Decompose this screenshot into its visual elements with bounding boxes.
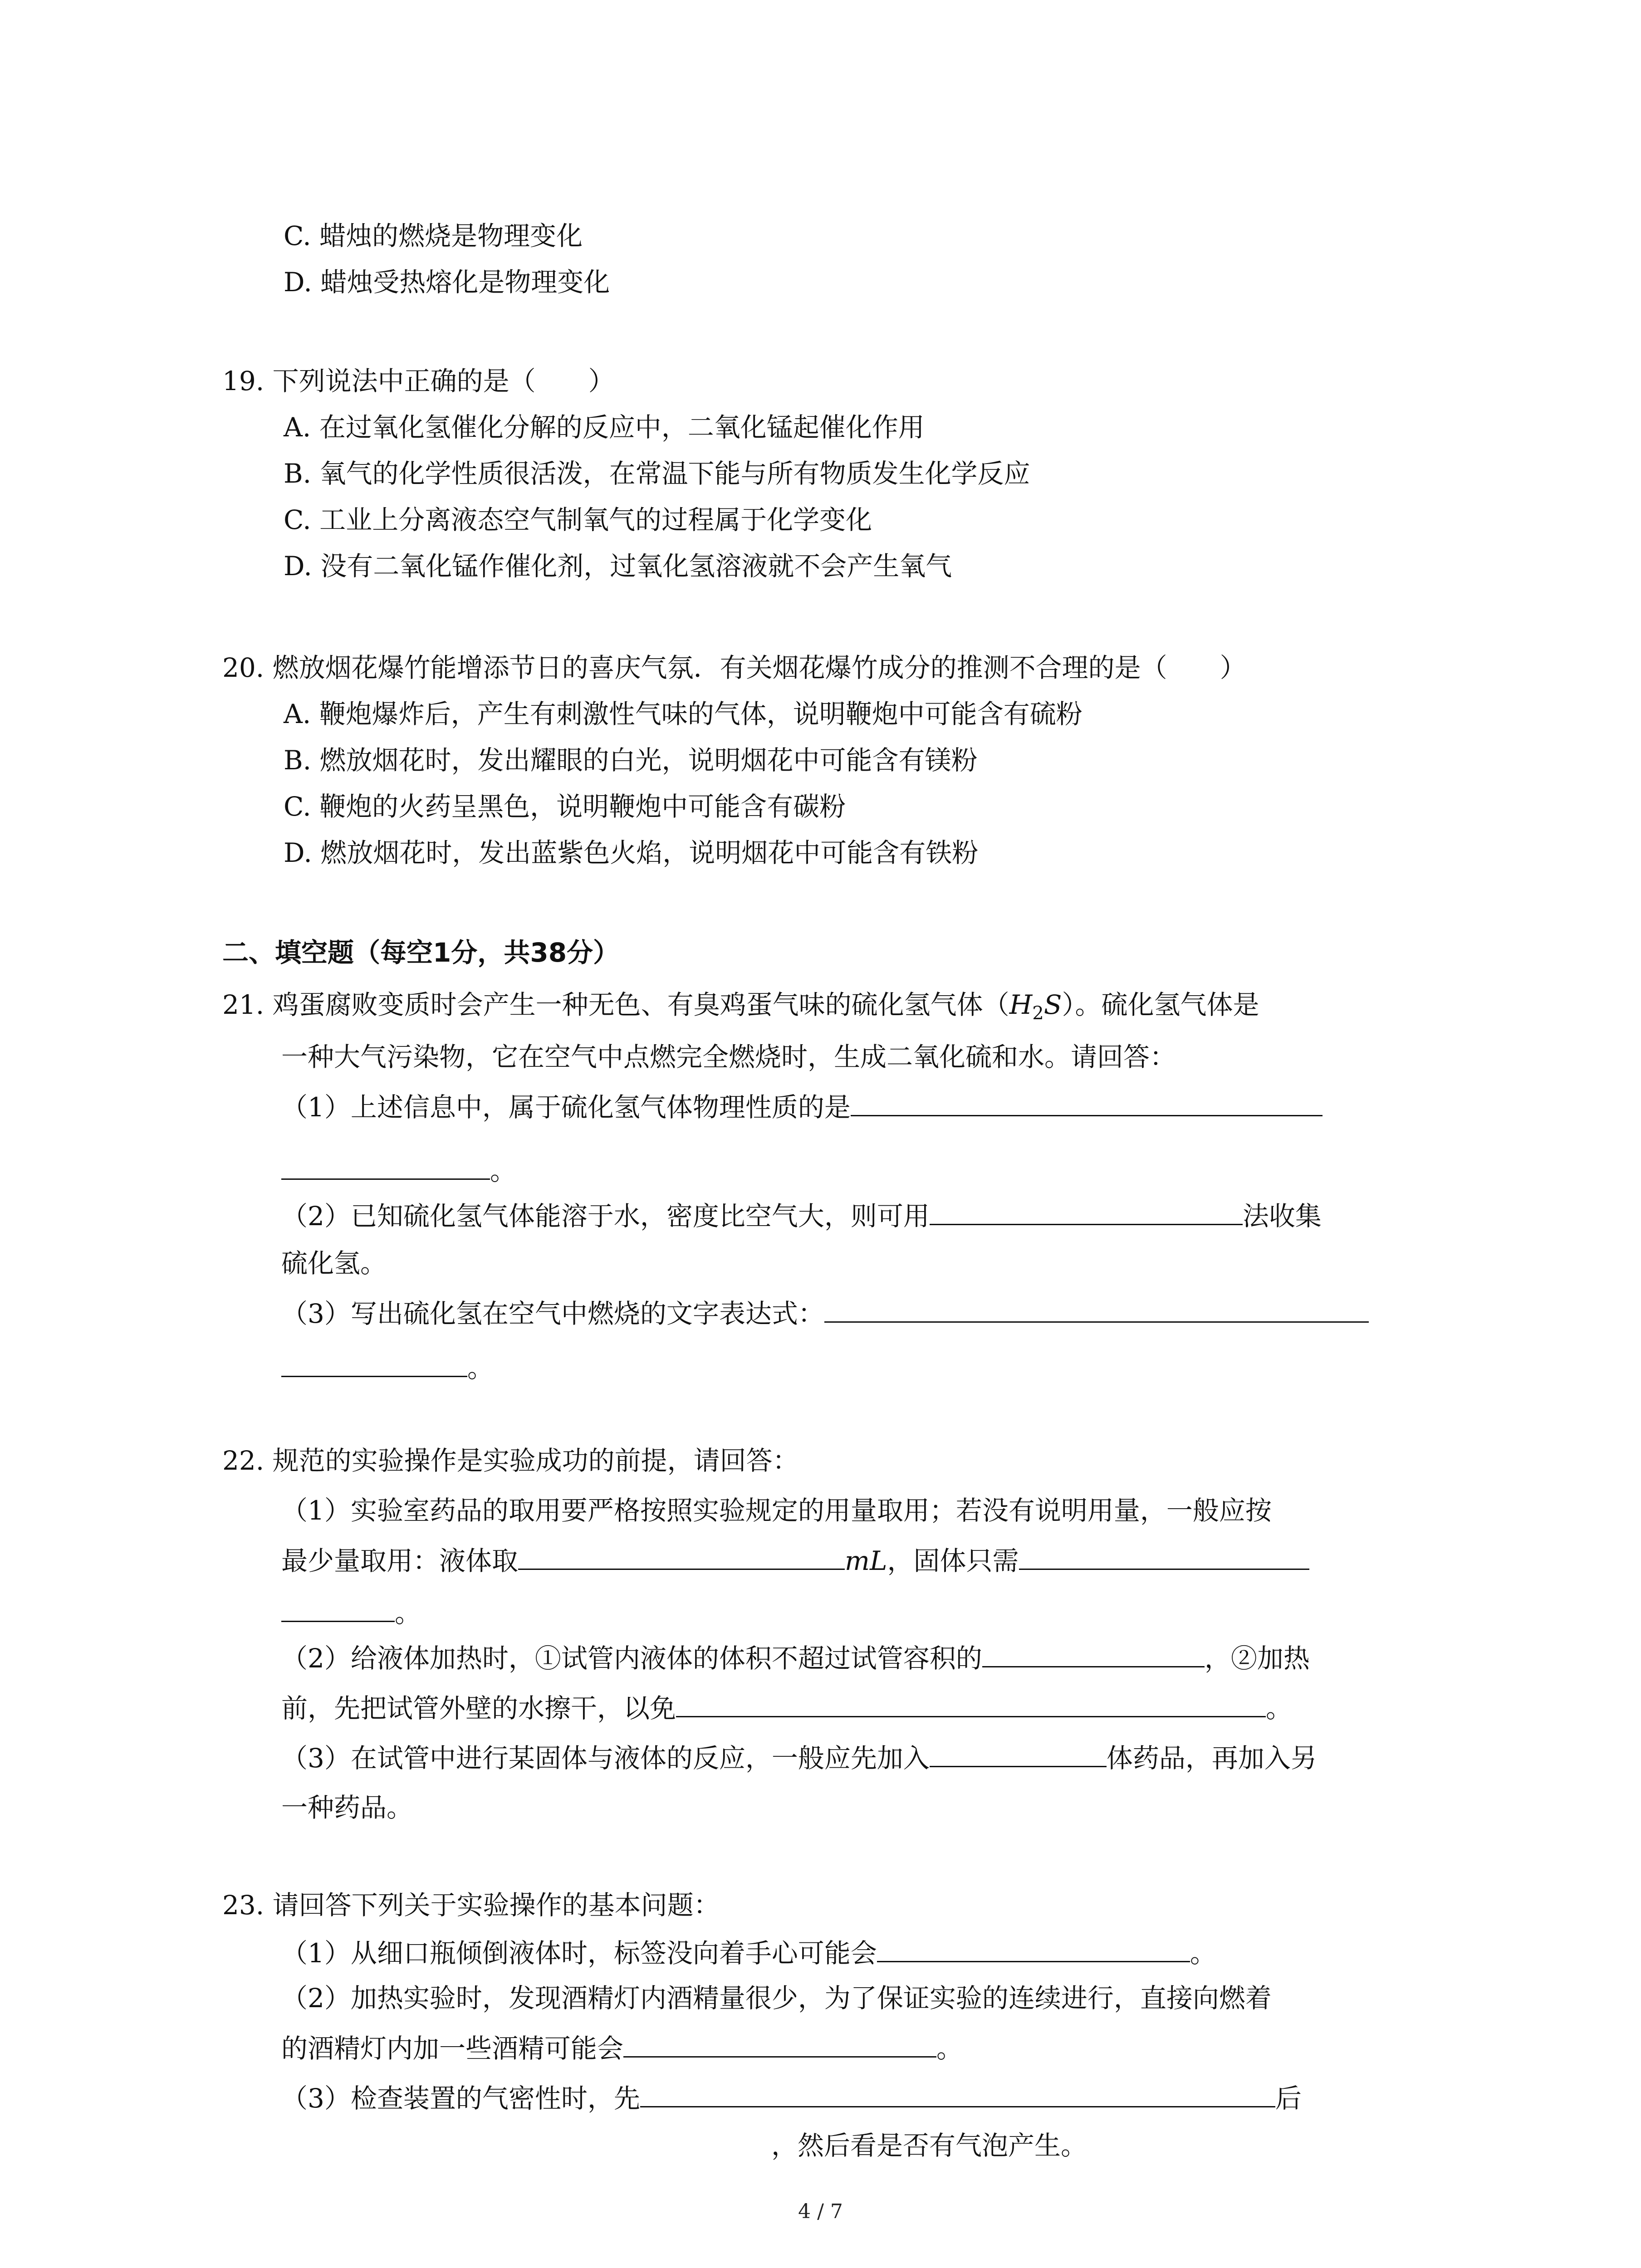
q19-option-c: C. 工业上分离液态空气制氧气的过程属于化学变化 bbox=[284, 504, 872, 535]
q21-stem-line2: 一种大气污染物，它在空气中点燃完全燃烧时，生成二氧化硫和水。请回答： bbox=[281, 1041, 1176, 1072]
q22-part1-cont bbox=[281, 1594, 421, 1631]
q21-part3-cont bbox=[281, 1349, 494, 1386]
q22-part3-line2: 一种药品。 bbox=[281, 1792, 413, 1823]
q20-option-d: D. 燃放烟花时，发出蓝紫色火焰，说明烟花中可能含有铁粉 bbox=[284, 837, 979, 868]
q23-part2-text: 的酒精灯内加一些酒精可能会 bbox=[281, 2033, 624, 2064]
q22-part3-line1 bbox=[281, 1740, 1317, 1776]
q23-airtight-blank[interactable] bbox=[640, 2080, 1275, 2107]
q19-stem: 19. 下列说法中正确的是（ ） bbox=[222, 366, 615, 396]
q22-first-add-blank[interactable] bbox=[930, 1740, 1107, 1767]
q21-part1 bbox=[281, 1089, 1323, 1125]
q23-part2-line1: （2）加热实验时，发现酒精灯内酒精量很少，为了保证实验的连续进行，直接向燃着 bbox=[281, 1983, 1272, 2014]
q21-part2-line2: 硫化氢。 bbox=[281, 1248, 387, 1279]
q20-option-c: C. 鞭炮的火药呈黑色，说明鞭炮中可能含有碳粉 bbox=[284, 791, 846, 822]
q18-option-d: D. 蜡烛受热熔化是物理变化 bbox=[284, 267, 610, 298]
q22-part3-text-a: （3）在试管中进行某固体与液体的反应，一般应先加入 bbox=[281, 1743, 930, 1774]
section-heading: 二、填空题（每空1分，共38分） bbox=[222, 937, 620, 968]
q22-solid-blank-cont[interactable] bbox=[281, 1594, 395, 1622]
q23-part3-line2: ，然后看是否有气泡产生。 bbox=[771, 2130, 1087, 2161]
q23-part1-end: 。 bbox=[1190, 1938, 1216, 1969]
q23-stem: 23. 请回答下列关于实验操作的基本问题： bbox=[222, 1890, 720, 1921]
q21-stem-text-b: ）。硫化氢气体是 bbox=[1062, 989, 1259, 1020]
page-number: 4 / 7 bbox=[798, 2200, 843, 2223]
q23-part2-end: 。 bbox=[936, 2033, 963, 2064]
q22-stem: 22. 规范的实验操作是实验成功的前提，请回答： bbox=[222, 1445, 799, 1476]
q23-part3-line1 bbox=[281, 2080, 1302, 2116]
q23-part2-line2 bbox=[281, 2030, 963, 2067]
q21-part1-end: 。 bbox=[490, 1155, 517, 1186]
q21-part3-text: （3）写出硫化氢在空气中燃烧的文字表达式： bbox=[281, 1298, 824, 1329]
q21-part1-blank-cont[interactable] bbox=[281, 1152, 490, 1180]
q20-option-a: A. 鞭炮爆炸后，产生有刺激性气味的气体，说明鞭炮中可能含有硫粉 bbox=[284, 699, 1083, 729]
q23-part1 bbox=[281, 1935, 1216, 1971]
q21-part3 bbox=[281, 1295, 1369, 1332]
q21-part2 bbox=[281, 1198, 1322, 1234]
q19-option-a: A. 在过氧化氢催化分解的反应中，二氧化锰起催化作用 bbox=[284, 412, 925, 443]
q22-part2-end: 。 bbox=[1266, 1693, 1293, 1724]
q22-part1-line1: （1）实验室药品的取用要严格按照实验规定的用量取用；若没有说明用量，一般应按 bbox=[281, 1495, 1272, 1526]
q22-dry-blank[interactable] bbox=[676, 1690, 1266, 1717]
q21-part3-blank-cont[interactable] bbox=[281, 1349, 467, 1377]
q22-unit-ml: mL bbox=[845, 1545, 887, 1576]
q20-option-b: B. 燃放烟花时，发出耀眼的白光，说明烟花中可能含有镁粉 bbox=[284, 745, 978, 776]
q21-part1-text: （1）上述信息中，属于硫化氢气体物理性质的是 bbox=[281, 1092, 851, 1123]
q19-option-d: D. 没有二氧化锰作催化剂，过氧化氢溶液就不会产生氧气 bbox=[284, 551, 952, 582]
q22-part2-text-b: ，②加热 bbox=[1204, 1643, 1310, 1674]
q22-part1-text-b: ，固体只需 bbox=[887, 1545, 1019, 1576]
q22-liquid-blank[interactable] bbox=[518, 1542, 845, 1570]
q23-label-blank[interactable] bbox=[877, 1935, 1190, 1962]
q21-part2-blank[interactable] bbox=[930, 1198, 1243, 1225]
formula-subscript: 2 bbox=[1032, 1003, 1044, 1024]
q21-part3-blank[interactable] bbox=[824, 1295, 1369, 1323]
q19-option-b: B. 氧气的化学性质很活泼，在常温下能与所有物质发生化学反应 bbox=[284, 458, 1030, 489]
q22-volume-blank[interactable] bbox=[982, 1640, 1205, 1667]
q21-part2-after: 法收集 bbox=[1242, 1201, 1322, 1232]
q23-part3-text-b: 后 bbox=[1275, 2083, 1302, 2114]
q21-stem-line1 bbox=[222, 987, 1259, 1031]
q22-part2-line2 bbox=[281, 1690, 1292, 1726]
q20-stem: 20. 燃放烟花爆竹能增添节日的喜庆气氛．有关烟花爆竹成分的推测不合理的是（ ） bbox=[222, 652, 1246, 683]
q18-option-c: C. 蜡烛的燃烧是物理变化 bbox=[284, 220, 583, 251]
q21-part1-cont bbox=[281, 1152, 516, 1189]
q22-part2-text-a: （2）给液体加热时，①试管内液体的体积不超过试管容积的 bbox=[281, 1643, 982, 1674]
q21-part1-blank[interactable] bbox=[851, 1089, 1323, 1116]
q22-solid-blank[interactable] bbox=[1019, 1542, 1309, 1570]
q23-alcohol-blank[interactable] bbox=[623, 2030, 936, 2058]
q22-part1-text-a: 最少量取用：液体取 bbox=[281, 1545, 519, 1576]
q22-part3-text-b: 体药品，再加入另 bbox=[1106, 1743, 1317, 1774]
q22-part2-line1 bbox=[281, 1640, 1310, 1677]
formula-s: S bbox=[1043, 989, 1062, 1020]
formula-h: H bbox=[1009, 989, 1033, 1020]
q21-part2-text: （2）已知硫化氢气体能溶于水，密度比空气大，则可用 bbox=[281, 1201, 930, 1232]
q22-part2-text-c: 前，先把试管外壁的水擦干，以免 bbox=[281, 1693, 676, 1724]
q22-part1-line2 bbox=[281, 1542, 1309, 1579]
q23-part3-text-a: （3）检查装置的气密性时，先 bbox=[281, 2083, 640, 2114]
q23-part1-text: （1）从细口瓶倾倒液体时，标签没向着手心可能会 bbox=[281, 1938, 877, 1969]
q21-part3-end: 。 bbox=[467, 1353, 494, 1383]
q22-part1-end: 。 bbox=[395, 1598, 421, 1628]
q21-stem-text-a: 21. 鸡蛋腐败变质时会产生一种无色、有臭鸡蛋气味的硫化氢气体（ bbox=[222, 989, 1009, 1020]
